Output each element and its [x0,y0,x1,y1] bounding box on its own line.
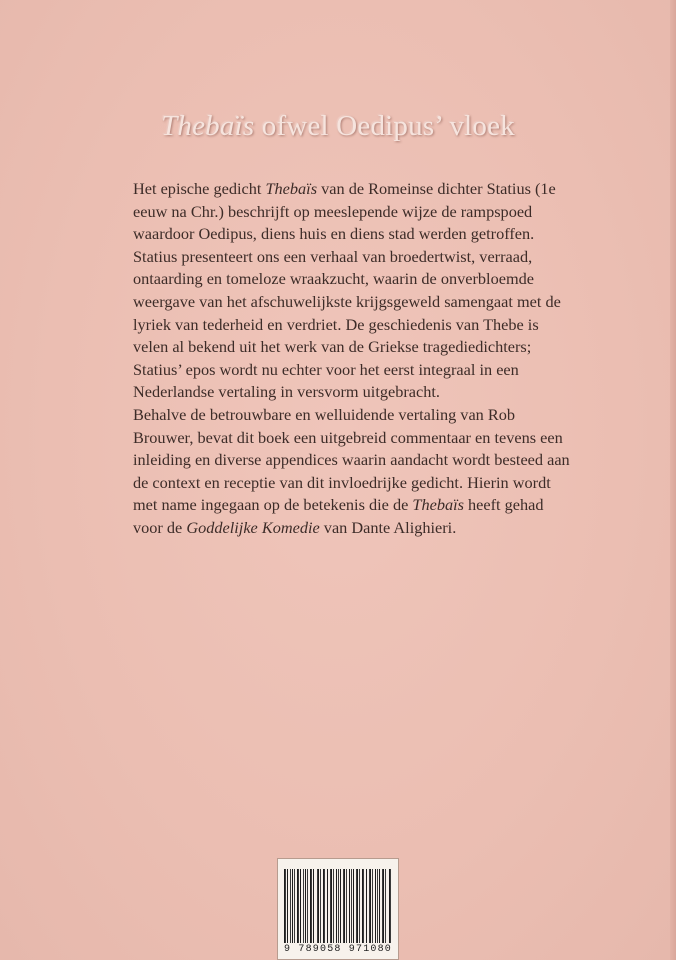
barcode-bars [284,869,392,943]
blurb-text: Het epische gedicht [133,179,266,198]
blurb-text: Behalve de betrouwbare en welluidende vertaling van Rob Brouwer, bevat dit boek een uitgebreid commentaar en tevens een inleiding en diverse appendices waarin aandacht wordt besteed aan de context en receptie van dit invloedrijke gedicht. Hierin wordt met name ingegaan op de betekenis die de [133,404,570,515]
blurb-italic-title: Goddelijke Komedie [186,517,320,537]
blurb-text: van de Romeinse dichter Statius (1e eeuw na Chr.) beschrijft op meeslepende wijze de rampspoed waardoor Oedipus, diens huis en diens stad werden getroffen. Statius presenteert ons een verhaal van broedertwist, verraad, ontaarding en tomeloze wraakzucht, waarin de onverbloemde weergave van het afschuwelijkste krijgsgeweld samengaat met de lyriek van tederheid en verdriet. De geschiedenis van Thebe is velen al bekend uit het werk van de Griekse tragediedichters; Statius’ epos wordt nu echter voor het eerst integraal in een Nederlandse vertaling in versvorm uitgebracht. [133,179,561,402]
book-title [0,110,676,143]
blurb-italic-title: Thebaïs [412,495,464,515]
blurb [133,178,573,540]
title-rest: ofwel Oedipus’ vloek [254,110,515,142]
blurb-paragraph-2 [133,404,573,540]
blurb-text: van Dante Alighieri. [319,517,457,537]
blurb-text: heeft gehad voor de [133,495,544,537]
blurb-italic-title: Thebaïs [265,179,318,198]
isbn-barcode [277,858,399,960]
cover-edge [670,0,676,960]
blurb-paragraph-1 [133,178,573,404]
title-italic-part: Thebaïs [161,110,255,142]
barcode-digits: 9 789058 971080 [283,944,392,955]
